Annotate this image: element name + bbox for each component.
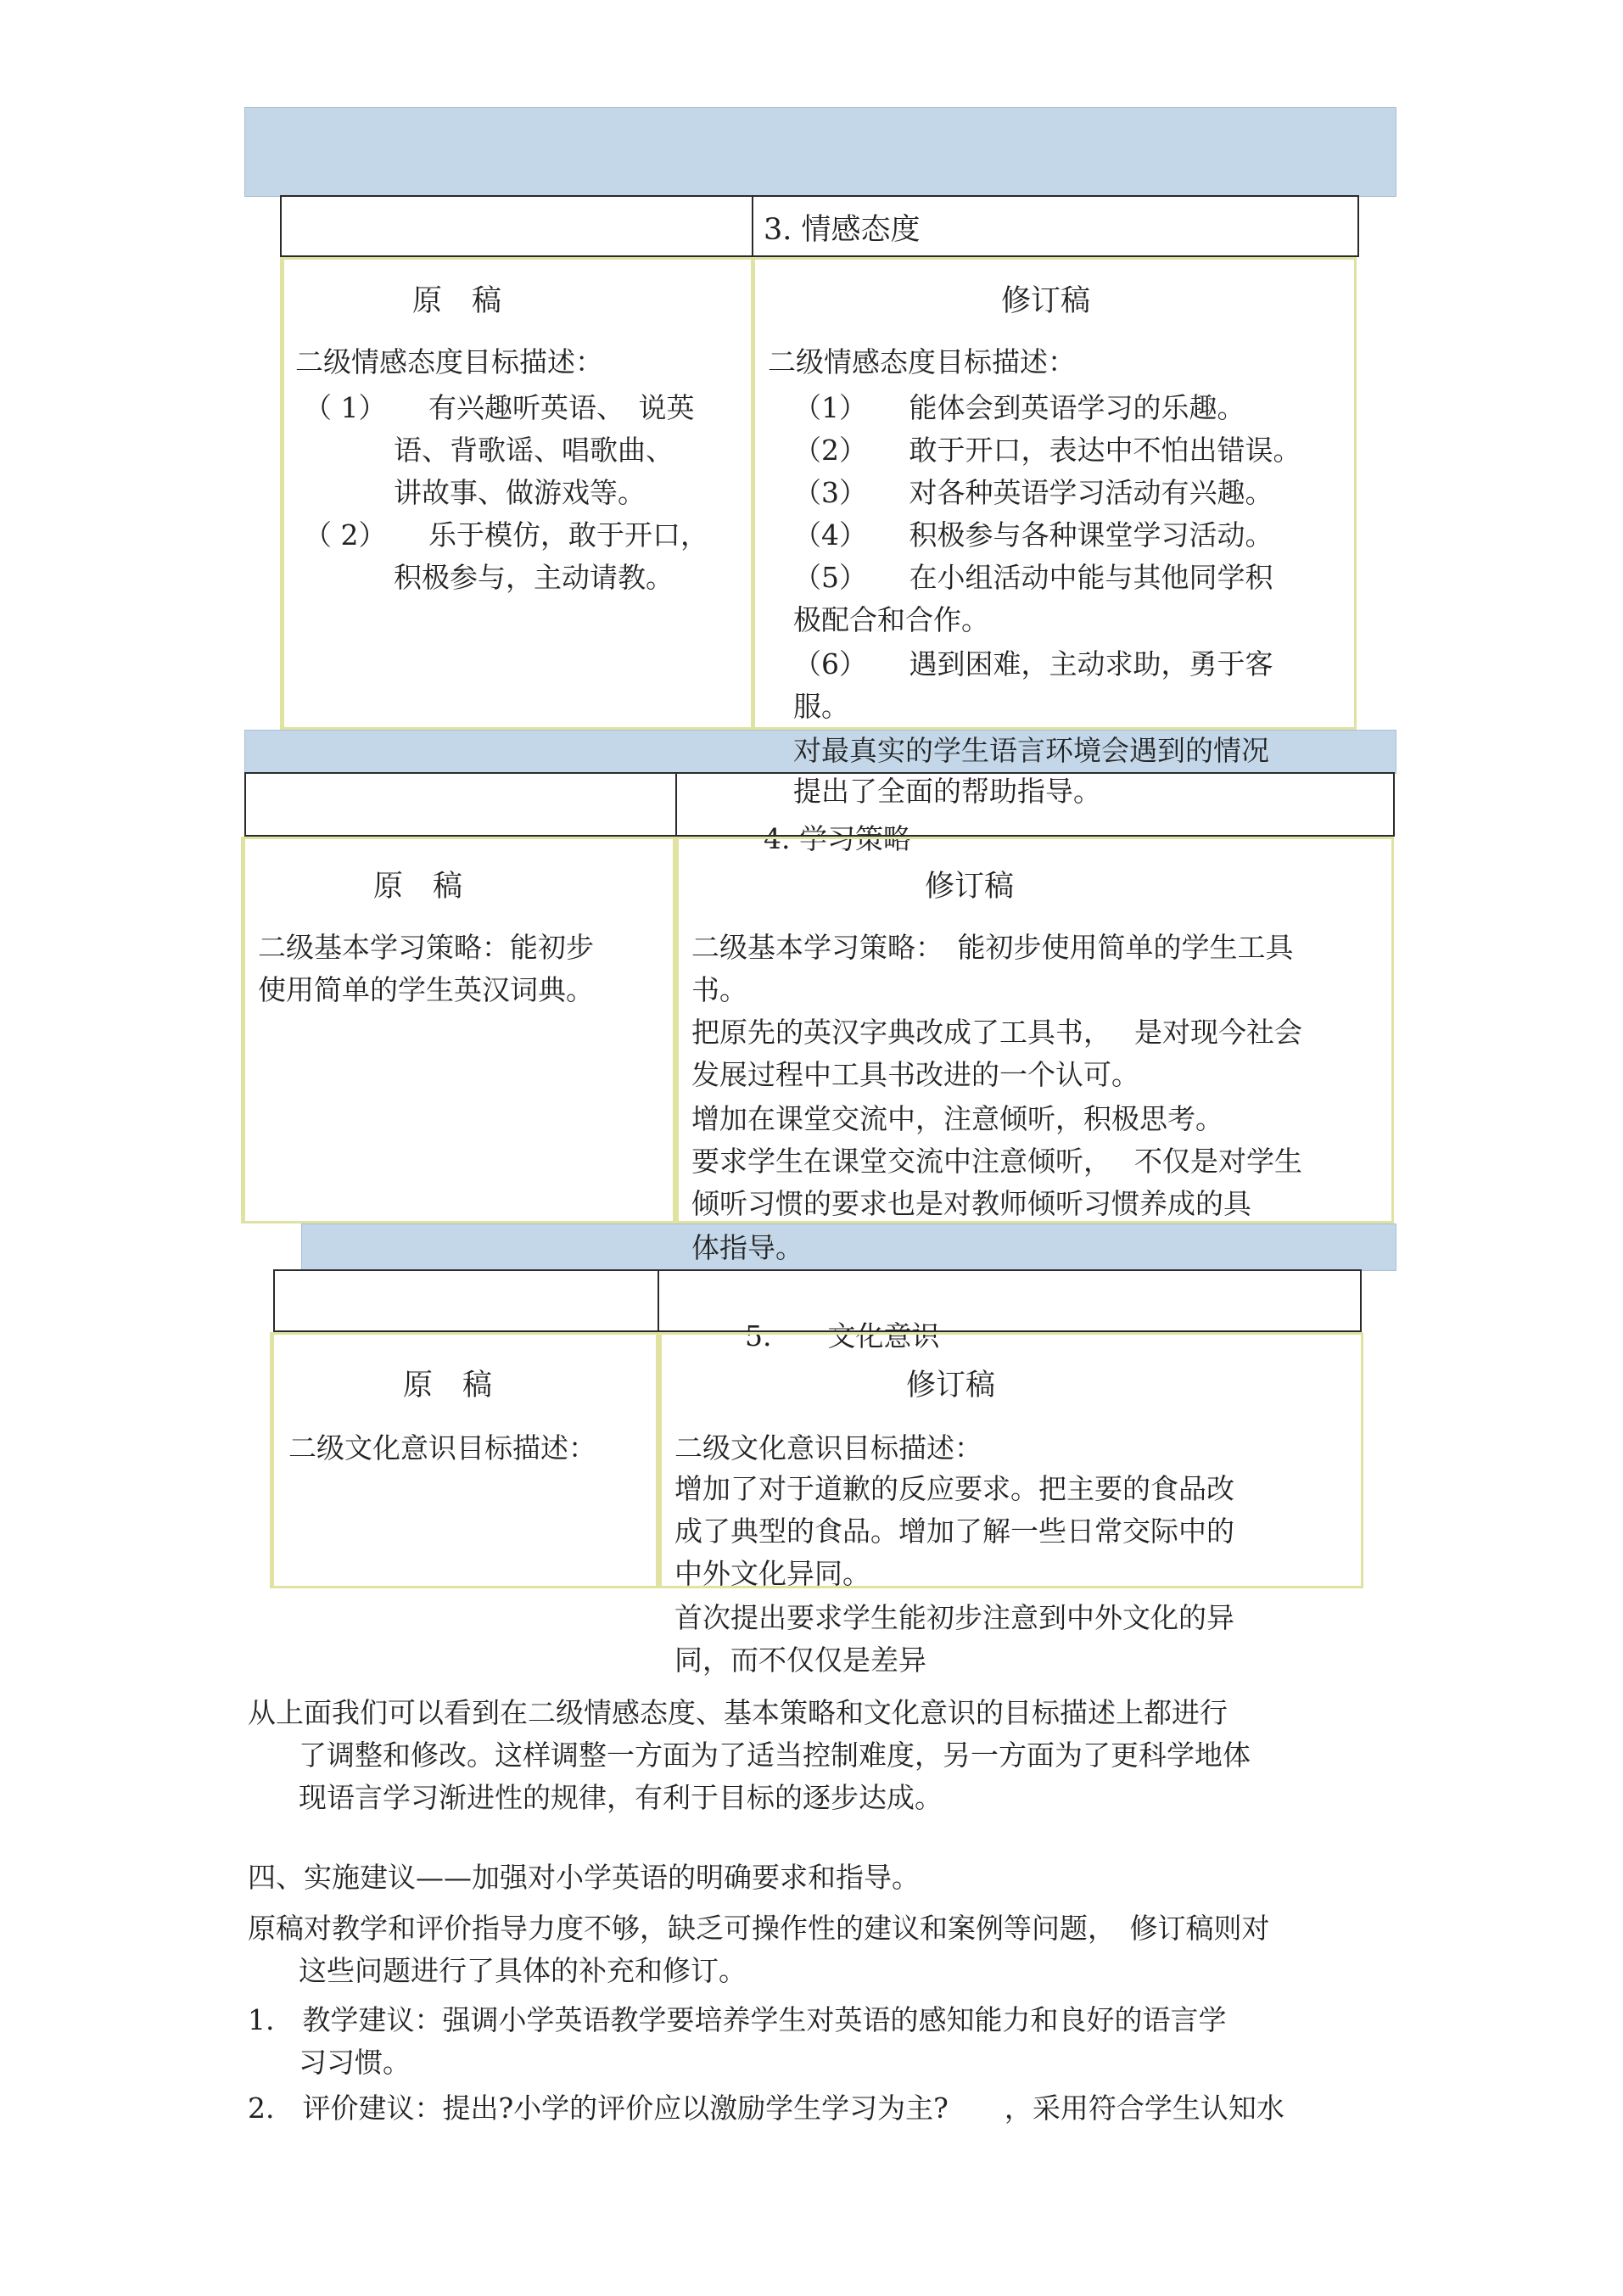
section3-original-line: 语、背歌谣、唱歌曲、	[394, 434, 674, 467]
summary-line: 从上面我们可以看到在二级情感态度、基本策略和文化意识的目标描述上都进行	[248, 1696, 1228, 1729]
section4-revision-line: 发展过程中工具书改进的一个认可。	[691, 1058, 1139, 1091]
section4-original-line: 使用简单的学生英汉词典。	[258, 973, 594, 1006]
list-item-1-line: 习习惯。	[299, 2046, 411, 2079]
section3-title-row-left	[280, 195, 753, 257]
section3-revision-line: （2） 敢于开口，表达中不怕出错误。	[793, 434, 1301, 467]
section3-title: 3. 情感态度	[764, 213, 921, 247]
section3-original-line: 讲故事、做游戏等。	[394, 476, 646, 509]
section4-revision-heading: 修订稿	[925, 870, 1015, 904]
section3-revision-line: （6） 遇到困难，主动求助，勇于客	[793, 647, 1273, 680]
section3-original-line: （ 1） 有兴趣听英语、 说英	[304, 391, 695, 424]
section4-revision-line: 书。	[691, 973, 747, 1006]
section3-revision-line: 极配合和合作。	[793, 603, 989, 636]
section4-revision-line: 增加在课堂交流中，注意倾听，积极思考。	[691, 1102, 1223, 1135]
section5-revision-line: 成了典型的食品。增加了解一些日常交际中的	[674, 1515, 1234, 1548]
section3-original-heading: 原 稿	[412, 284, 502, 318]
section3-note-line: 对最真实的学生语言环境会遇到的情况	[793, 734, 1269, 767]
summary-line: 了调整和修改。这样调整一方面为了适当控制难度，另一方面为了更科学地体	[299, 1739, 1251, 1772]
section5-revision-line: 增加了对于道歉的反应要求。把主要的食品改	[674, 1472, 1234, 1505]
section5-revision-line: 首次提出要求学生能初步注意到中外文化的异	[674, 1601, 1234, 1634]
section3-header-band	[244, 107, 1396, 197]
section5-revision-heading: 修订稿	[906, 1369, 996, 1403]
section5-revision-line: 同，而不仅仅是差异	[674, 1644, 926, 1677]
section-heading-4: 四、实施建议——加强对小学英语的明确要求和指导。	[248, 1861, 920, 1894]
list-item-2-line: 2. 评价建议：提出?小学的评价应以激励学生学习为主? ，采用符合学生认知水	[248, 2092, 1284, 2125]
section4-title-row-left	[244, 772, 677, 837]
section5-header-band	[301, 1224, 1396, 1271]
section4-title: 4. 学习策略	[764, 822, 911, 855]
section3-original-title: 二级情感态度目标描述：	[295, 345, 603, 378]
section3-original-line: （ 2） 乐于模仿，敢于开口，	[304, 518, 708, 552]
section5-title-row-left	[273, 1269, 659, 1332]
section3-revision-title: 二级情感态度目标描述：	[768, 345, 1076, 378]
section4-revision-line: 把原先的英汉字典改成了工具书， 是对现今社会	[691, 1016, 1302, 1049]
section3-revision-line: 服。	[793, 690, 849, 723]
section4-original-line: 二级基本学习策略：能初步	[258, 931, 594, 964]
paragraph-line: 原稿对教学和评价指导力度不够，缺乏可操作性的建议和案例等问题， 修订稿则对	[248, 1912, 1270, 1945]
section5-revision-line: 中外文化异同。	[674, 1557, 870, 1590]
section4-revision-line: 要求学生在课堂交流中注意倾听， 不仅是对学生	[691, 1145, 1302, 1178]
section3-original-line: 积极参与，主动请教。	[394, 561, 674, 594]
section3-revision-heading: 修订稿	[1001, 284, 1091, 318]
section4-revision-line: 体指导。	[691, 1231, 803, 1264]
section5-revision-line: 二级文化意识目标描述：	[674, 1431, 982, 1464]
section3-revision-line: （1） 能体会到英语学习的乐趣。	[793, 391, 1245, 424]
list-item-1-line: 1. 教学建议：强调小学英语教学要培养学生对英语的感知能力和良好的语言学	[248, 2003, 1227, 2036]
summary-line: 现语言学习渐进性的规律，有利于目标的逐步达成。	[299, 1781, 943, 1814]
section3-note-line: 提出了全面的帮助指导。	[793, 775, 1101, 808]
section3-revision-line: （5） 在小组活动中能与其他同学积	[793, 561, 1273, 594]
section3-revision-line: （3） 对各种英语学习活动有兴趣。	[793, 476, 1273, 509]
section5-title: 5. 文化意识	[745, 1319, 940, 1352]
section5-original-heading: 原 稿	[403, 1369, 493, 1403]
section4-revision-line: 二级基本学习策略： 能初步使用简单的学生工具	[691, 931, 1294, 964]
section3-revision-line: （4） 积极参与各种课堂学习活动。	[793, 518, 1273, 552]
section4-original-heading: 原 稿	[373, 870, 463, 904]
paragraph-line: 这些问题进行了具体的补充和修订。	[299, 1954, 747, 1987]
section5-original-title: 二级文化意识目标描述：	[288, 1431, 596, 1464]
section4-revision-line: 倾听习惯的要求也是对教师倾听习惯养成的具	[691, 1187, 1251, 1220]
